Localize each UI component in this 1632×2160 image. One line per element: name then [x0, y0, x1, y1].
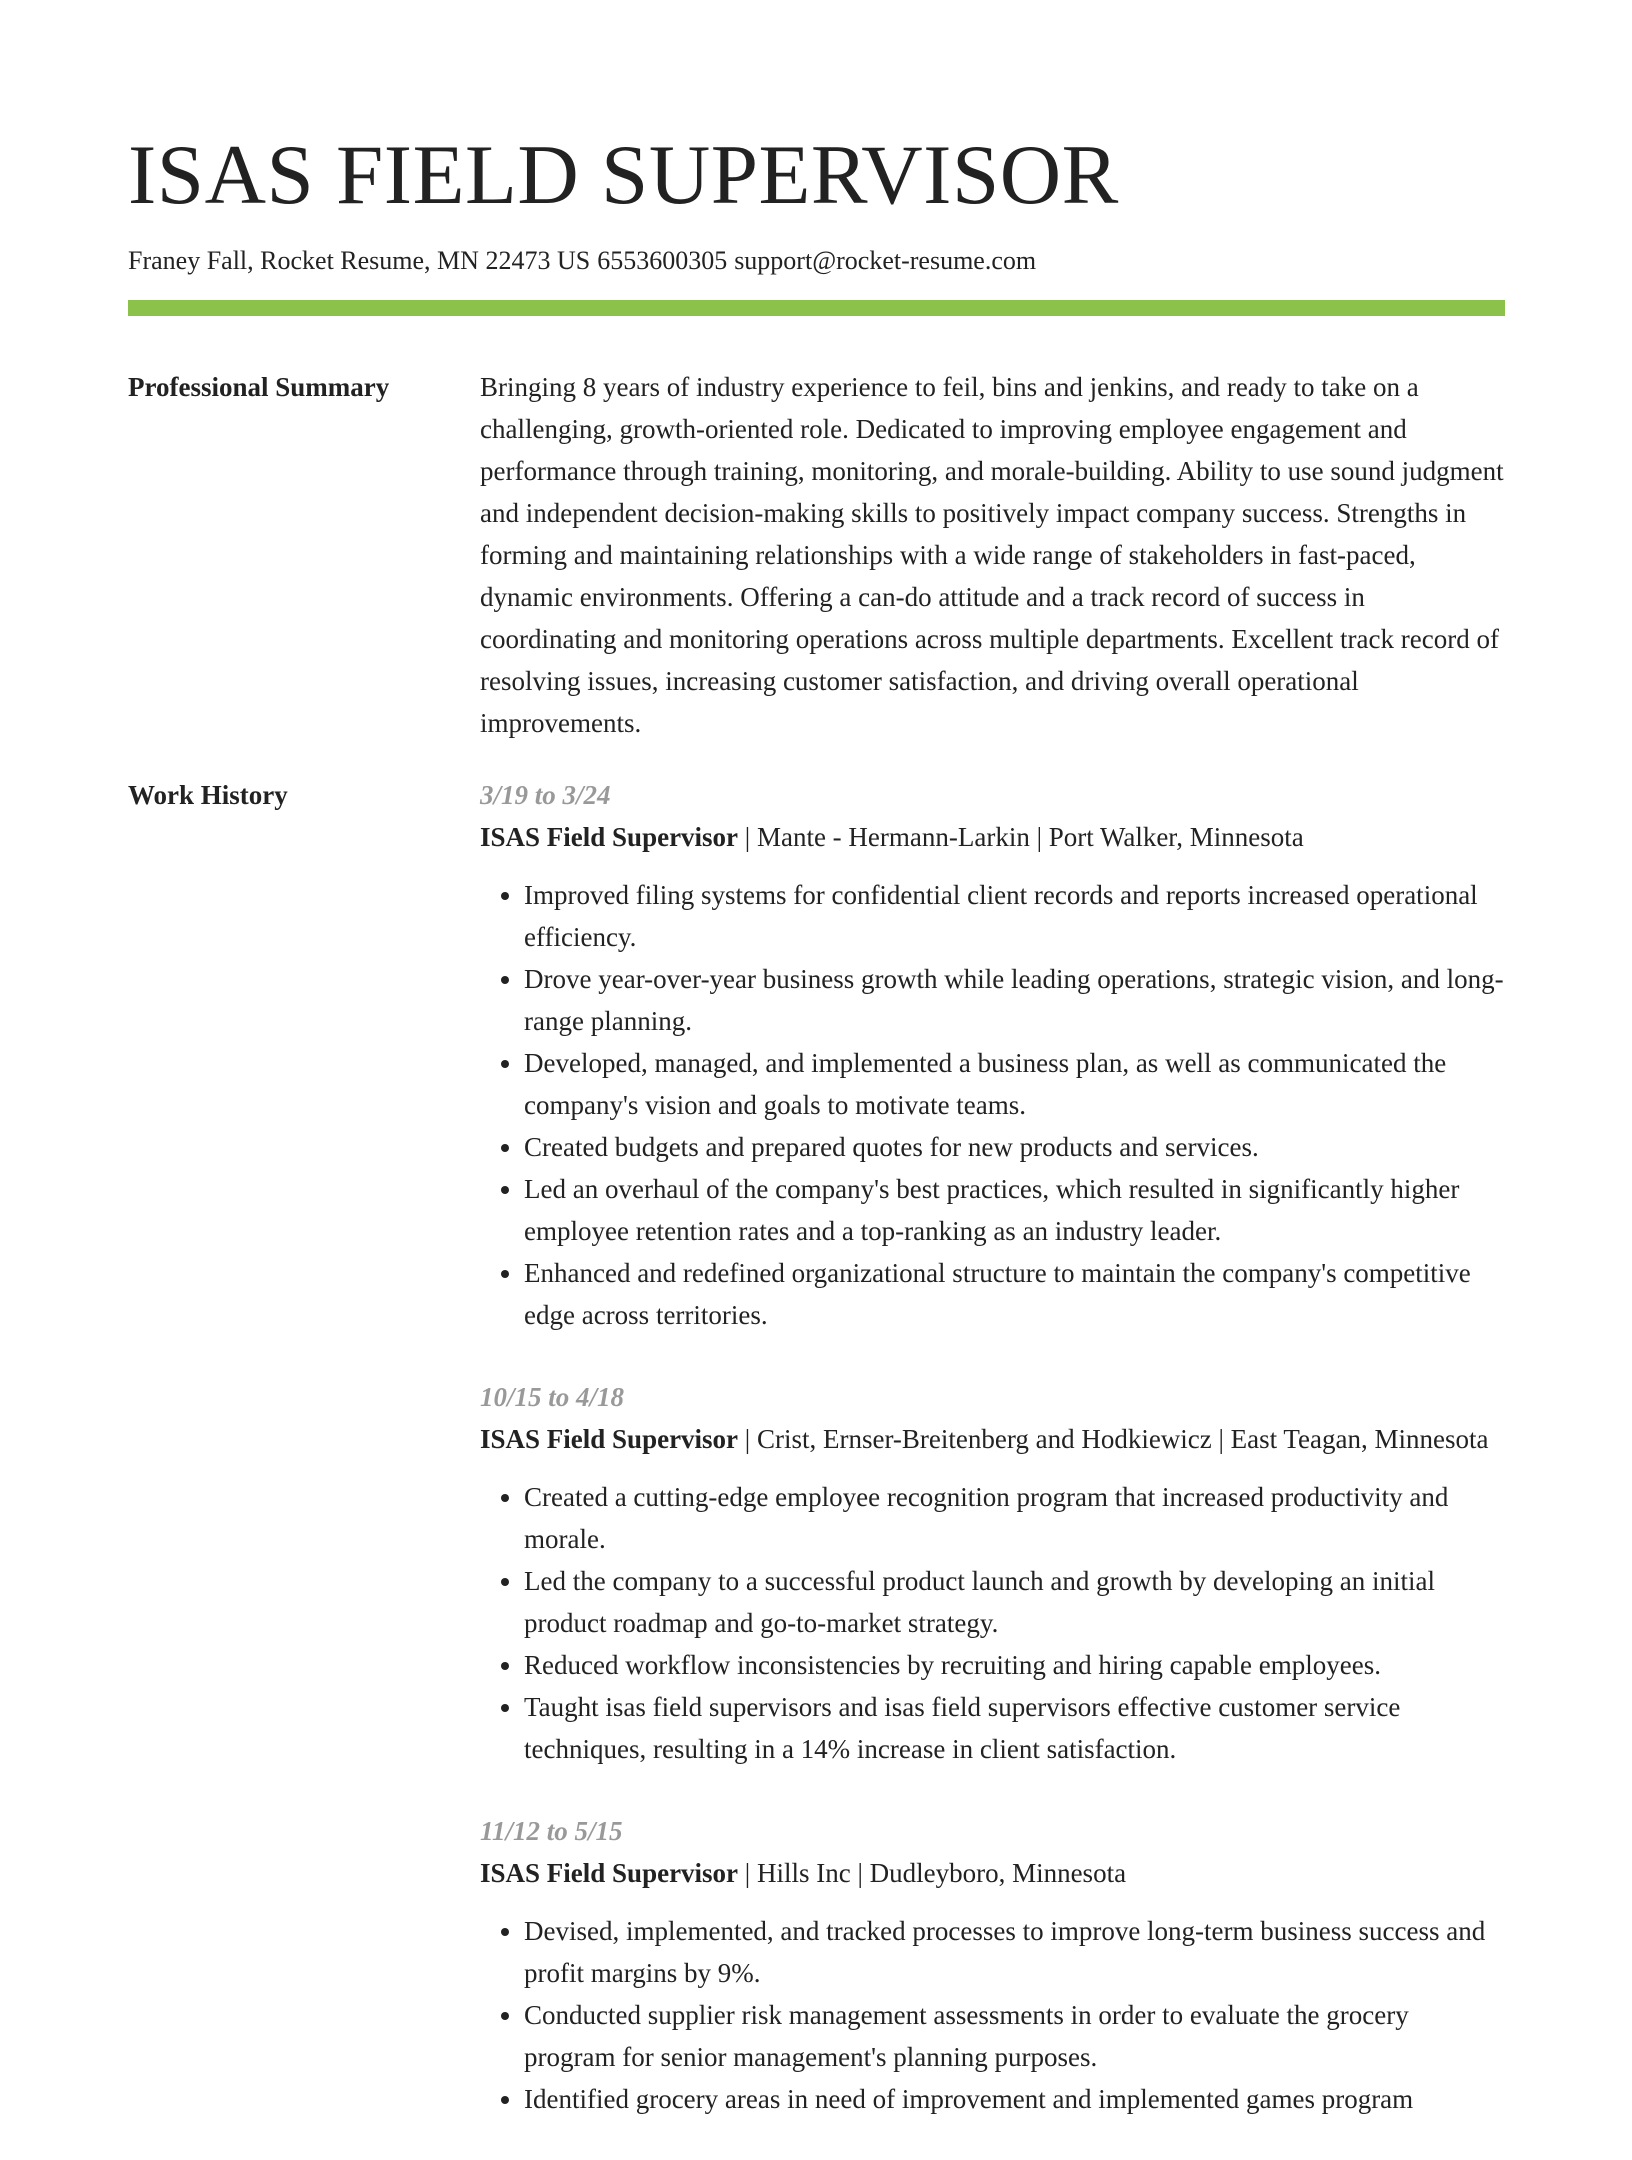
job-bullet: • Enhanced and redefined organizational structure to maintain the company's competitive edge across territories. — [524, 1252, 1505, 1336]
job-entry — [480, 1376, 1505, 1770]
job-title: ISAS Field Supervisor — [480, 822, 739, 852]
job-bullet: • Improved filing systems for confidential client records and reports increased operational efficiency. — [524, 874, 1505, 958]
contact-phone: 6553600305 — [597, 246, 728, 275]
job-entry — [480, 1810, 1505, 2120]
job-bullet: • Taught isas field supervisors and isas field supervisors effective customer service techniques, resulting in a 14% increase in client satisfaction. — [524, 1686, 1505, 1770]
job-bullet: • Developed, managed, and implemented a business plan, as well as communicated the company's vision and goals to motivate teams. — [524, 1042, 1505, 1126]
job-dates: 11/12 to 5/15 — [480, 1816, 623, 1846]
job-bullet: • Created budgets and prepared quotes for new products and services. — [524, 1126, 1505, 1168]
job-title: ISAS Field Supervisor — [480, 1424, 739, 1454]
job-details: | Mante - Hermann-Larkin | Port Walker, Minnesota — [738, 822, 1304, 852]
job-bullet: • Led an overhaul of the company's best practices, which resulted in significantly higher employee retention rates and a top-ranking as an industry leader. — [524, 1168, 1505, 1252]
job-header — [480, 816, 1505, 858]
contact-line — [128, 244, 1505, 278]
job-header — [480, 1418, 1505, 1460]
resume-page — [128, 0, 1505, 2160]
job-bullet: • Identified grocery areas in need of improvement and implemented games program — [524, 2078, 1505, 2120]
resume-name: ISAS FIELD SUPERVISOR — [128, 128, 1119, 222]
job-dates: 3/19 to 3/24 — [480, 780, 611, 810]
job-entry — [480, 774, 1505, 1336]
job-bullet-list — [480, 1476, 1505, 1770]
job-details: | Hills Inc | Dudleyboro, Minnesota — [738, 1858, 1127, 1888]
job-bullet: • Reduced workflow inconsistencies by recruiting and hiring capable employees. — [524, 1644, 1505, 1686]
header-divider — [128, 300, 1505, 316]
job-bullet: • Conducted supplier risk management assessments in order to evaluate the grocery program for senior management's planning purposes. — [524, 1994, 1505, 2078]
work-history-body — [480, 774, 1505, 2160]
job-header — [480, 1852, 1505, 1894]
job-bullet: • Created a cutting-edge employee recognition program that increased productivity and morale. — [524, 1476, 1505, 1560]
work-history-section — [128, 774, 1505, 2160]
summary-body — [480, 366, 1505, 744]
summary-title: Professional Summary — [128, 372, 390, 402]
job-bullet: • Drove year-over-year business growth while leading operations, strategic vision, and long-range planning. — [524, 958, 1505, 1042]
job-details: | Crist, Ernser-Breitenberg and Hodkiewicz | East Teagan, Minnesota — [738, 1424, 1489, 1454]
contact-email: support@rocket-resume.com — [734, 246, 1037, 275]
job-dates: 10/15 to 4/18 — [480, 1382, 625, 1412]
summary-text: Bringing 8 years of industry experience to feil, bins and jenkins, and ready to take on a challenging, growth-oriented role. Dedicated to improving employee engagement and performance through training, monitoring, and morale-building. Ability to use sound judgment and independent decision-making skills to positively impact company success. Strengths in forming and maintaining relationships with a wide range of stakeholders in fast-paced, dynamic environments. Offering a can-do attitude and a track record of success in coordinating and monitoring operations across multiple departments. Excellent track record of resolving issues, increasing customer satisfaction, and driving overall operational improvements. — [480, 372, 1504, 738]
summary-section — [128, 366, 1505, 744]
contact-address: Franey Fall, Rocket Resume, MN 22473 US — [128, 246, 591, 275]
job-bullet: • Led the company to a successful product launch and growth by developing an initial product roadmap and go-to-market strategy. — [524, 1560, 1505, 1644]
job-title: ISAS Field Supervisor — [480, 1858, 739, 1888]
job-bullet-list — [480, 1910, 1505, 2120]
work-history-title: Work History — [128, 780, 288, 810]
job-bullet-list — [480, 874, 1505, 1336]
job-bullet: • Devised, implemented, and tracked processes to improve long-term business success and profit margins by 9%. — [524, 1910, 1505, 1994]
